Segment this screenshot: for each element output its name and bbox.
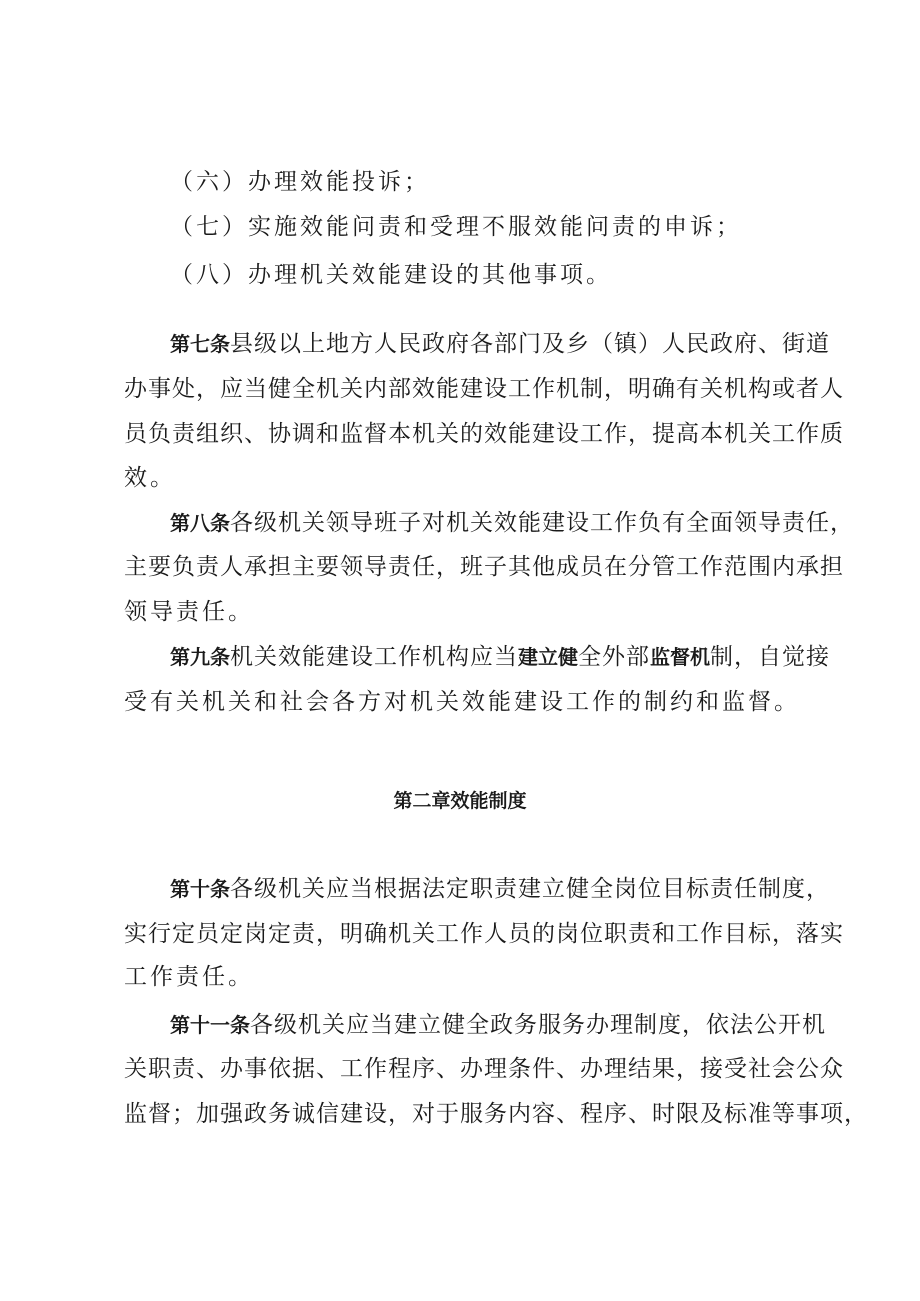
chapter-2-heading: 第二章效能制度 xyxy=(393,790,527,812)
article-7-label: 第七条 xyxy=(170,332,230,356)
article-10-line-1: 第十条各级机关应当根据法定职责建立健全岗位目标责任制度， xyxy=(170,876,830,902)
article-7-line-3: 员负责组织、协调和监督本机关的效能建设工作，提高本机关工作质 xyxy=(124,421,844,447)
article-11-label: 第十一条 xyxy=(170,1013,250,1037)
article-8-line-2: 主要负责人承担主要领导责任，班子其他成员在分管工作范围内承担 xyxy=(124,554,844,580)
article-10-label: 第十条 xyxy=(170,877,230,901)
article-9-line-2: 受有关机关和社会各方对机关效能建设工作的制约和监督。 xyxy=(124,689,800,715)
article-8-label: 第八条 xyxy=(170,511,230,535)
article-11-line-1: 第十一条各级机关应当建立健全政务服务办理制度，依法公开机 xyxy=(170,1012,826,1038)
article-8-line-1: 第八条各级机关领导班子对机关效能建设工作负有全面领导责任， xyxy=(170,510,854,536)
article-11-line-3: 监督；加强政务诚信建设，对于服务内容、程序、时限及标准等事项， xyxy=(124,1101,868,1127)
item-6: （六）办理效能投诉； xyxy=(170,169,430,195)
article-7-line-4: 效。 xyxy=(124,465,176,491)
article-11-line-2: 关职责、办事依据、工作程序、办理条件、办理结果，接受社会公众 xyxy=(124,1056,844,1082)
item-7: （七）实施效能问责和受理不服效能问责的申诉； xyxy=(170,214,742,240)
article-10-line-2: 实行定员定岗定责，明确机关工作人员的岗位职责和工作目标，落实 xyxy=(124,921,844,947)
article-9-label: 第九条 xyxy=(170,645,230,669)
article-10-line-3: 工作责任。 xyxy=(124,964,254,990)
article-7-line-1: 第七条县级以上地方人民政府各部门及乡（镇）人民政府、街道 xyxy=(170,331,830,357)
article-9-line-1: 第九条机关效能建设工作机构应当建立健全外部监督机制，自觉接 xyxy=(170,644,830,670)
article-8-line-3: 领导责任。 xyxy=(124,599,254,625)
item-8: （八）办理机关效能建设的其他事项。 xyxy=(170,262,612,288)
article-7-line-2: 办事处，应当健全机关内部效能建设工作机制，明确有关机构或者人 xyxy=(124,376,844,402)
